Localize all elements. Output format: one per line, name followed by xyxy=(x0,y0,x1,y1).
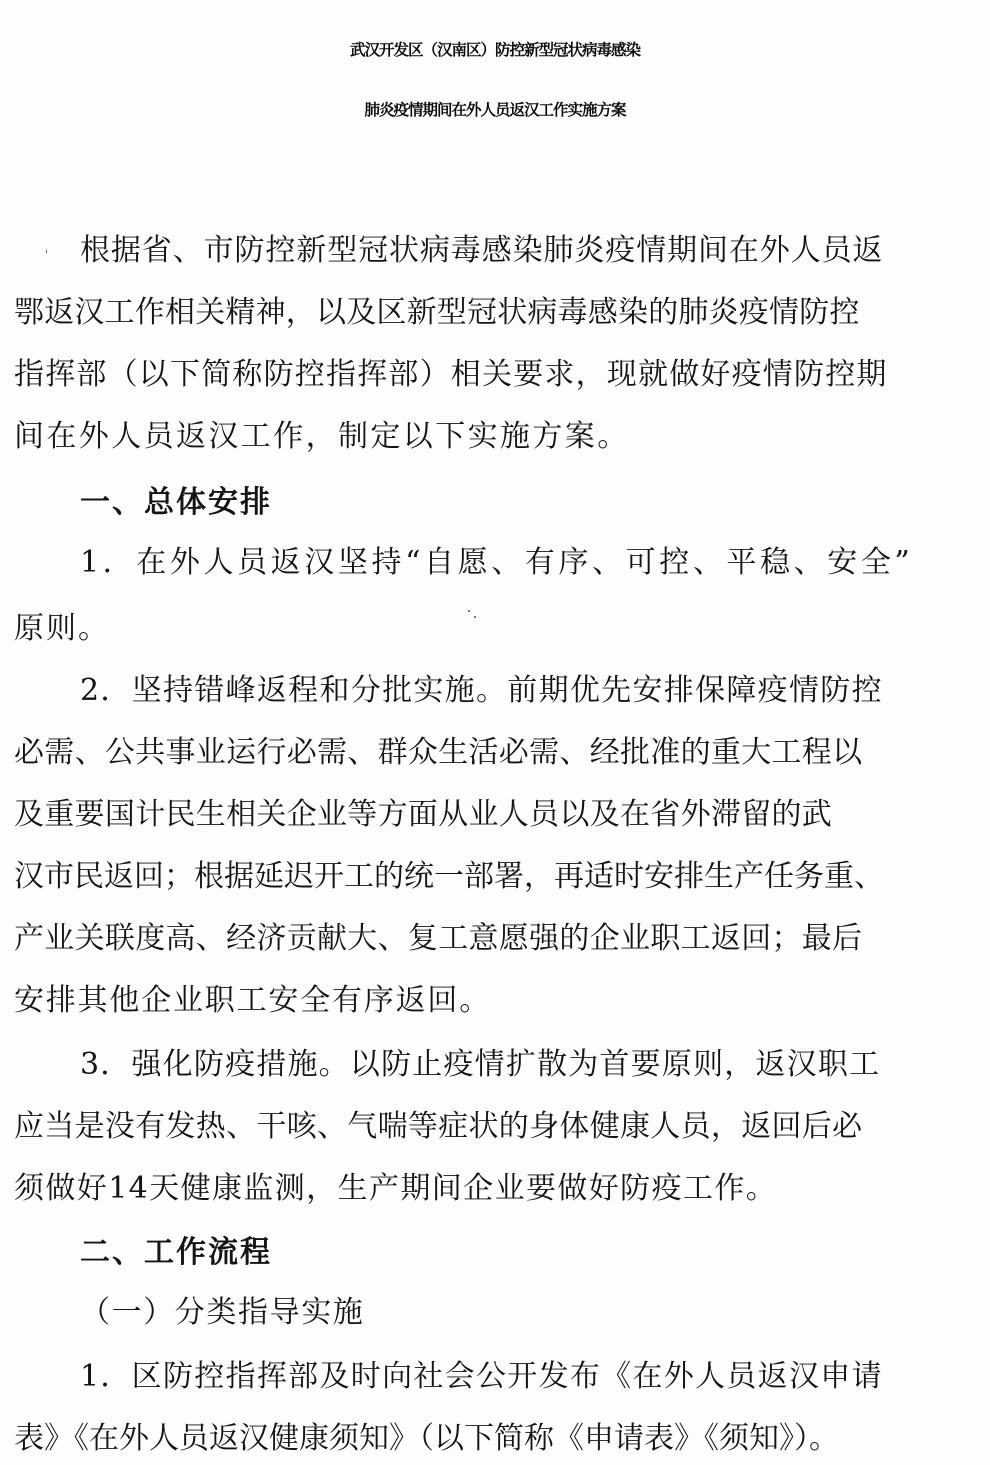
paragraph-line: 及重要国计民生相关企业等方面从业人员以及在省外滞留的武 xyxy=(14,797,833,832)
paragraph-line: 2．坚持错峰返程和分批实施。前期优先安排保障疫情防控 xyxy=(80,673,883,708)
document-title-line-2: 肺炎疫情期间在外人员返汉工作实施方案 xyxy=(364,101,626,119)
scan-speck xyxy=(474,616,476,618)
paragraph-line: 安排其他企业职工安全有序返回。 xyxy=(14,983,491,1018)
paragraph-line: 应当是没有发热、干咳、气喘等症状的身体健康人员，返回后必 xyxy=(14,1109,863,1144)
section-heading: 二、工作流程 xyxy=(80,1235,272,1270)
document-title-line-1: 武汉开发区（汉南区）防控新型冠状病毒感染 xyxy=(349,41,640,59)
intro-line: 鄂返汉工作相关精神，以及区新型冠状病毒感染的肺炎疫情防控 xyxy=(14,295,860,330)
paragraph-line: 3．强化防疫措施。以防止疫情扩散为首要原则，返汉职工 xyxy=(80,1047,881,1082)
paragraph-line: 1．区防控指挥部及时向社会公开发布《在外人员返汉申请 xyxy=(80,1359,883,1394)
scan-speck xyxy=(46,250,47,253)
intro-line: 间在外人员返汉工作，制定以下实施方案。 xyxy=(14,419,630,454)
paragraph-line: 必需、公共事业运行必需、群众生活必需、经批准的重大工程以 xyxy=(14,735,863,770)
paragraph-line: 表》《在外人员返汉健康须知》（以下简称《申请表》《须知》）。 xyxy=(14,1421,839,1456)
paragraph-line: 汉市民返回；根据延迟开工的统一部署，再适时安排生产任务重、 xyxy=(14,859,884,894)
section-heading: 一、总体安排 xyxy=(80,485,272,520)
intro-line: 指挥部（以下简称防控指挥部）相关要求，现就做好疫情防控期 xyxy=(14,357,888,392)
subsection-heading: （一）分类指导实施 xyxy=(80,1295,365,1330)
paragraph-line: 须做好14天健康监测，生产期间企业要做好防疫工作。 xyxy=(14,1171,778,1206)
paragraph-line: 1．在外人员返汉坚持“自愿、有序、可控、平稳、安全” xyxy=(80,545,914,580)
scan-speck xyxy=(468,610,470,612)
paragraph-line: 产业关联度高、经济贡献大、复工意愿强的企业职工返回；最后 xyxy=(14,921,863,956)
intro-line: 根据省、市防控新型冠状病毒感染肺炎疫情期间在外人员返 xyxy=(80,233,884,268)
paragraph-line: 原则。 xyxy=(14,611,110,646)
